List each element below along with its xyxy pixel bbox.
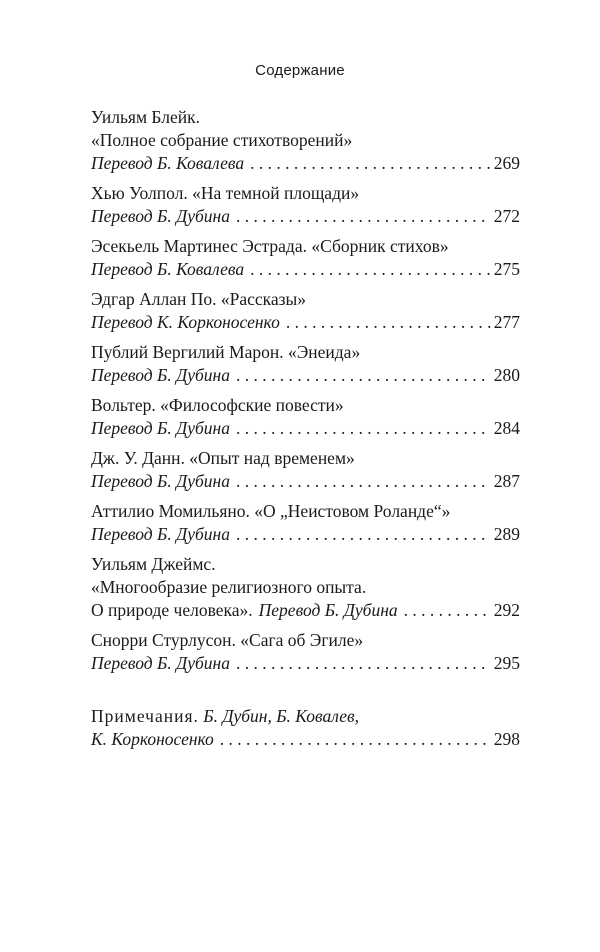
toc-entry-voltaire[interactable] xyxy=(91,394,520,440)
toc-entry-page-number: 284 xyxy=(493,418,520,438)
toc-entry-virgil[interactable] xyxy=(91,341,520,387)
dot-leader xyxy=(236,652,491,675)
toc-entry-translator: Перевод Б. Дубина xyxy=(91,418,230,438)
toc-entry-page-number: 275 xyxy=(493,259,520,279)
toc-entry-author: Уильям Блейк. xyxy=(91,107,200,127)
dot-leader xyxy=(250,152,491,175)
toc-entry-page-number: 295 xyxy=(493,653,520,673)
toc-entry-martinez-estrada[interactable] xyxy=(91,235,520,281)
toc-entry-translator: Перевод Б. Ковалева xyxy=(91,259,245,279)
toc-entry-page-number: 277 xyxy=(493,312,520,332)
toc-entry-heading: Публий Вергилий Марон. «Энеида» xyxy=(91,342,361,362)
toc-entry-heading: Хью Уолпол. «На темной площади» xyxy=(91,183,360,203)
toc-entry-heading: Эдгар Аллан По. «Рассказы» xyxy=(91,289,307,309)
dot-leader xyxy=(250,258,491,281)
toc-entry-page-number: 298 xyxy=(493,729,520,749)
toc-entry-translator-line xyxy=(91,258,520,281)
toc-entry-translator-line xyxy=(91,417,520,440)
toc-entry-notes[interactable] xyxy=(91,705,520,751)
toc-entry-heading: Снорри Стурлусон. «Сага об Эгиле» xyxy=(91,630,364,650)
toc-entry-translator-line xyxy=(91,152,520,175)
toc-entry-work: «Полное собрание стихотворений» xyxy=(91,130,353,150)
toc-entry-page-number: 280 xyxy=(493,365,520,385)
toc-entry-translator: Перевод Б. Дубина xyxy=(91,206,230,226)
toc-entry-page-number: 289 xyxy=(493,524,520,544)
toc-entry-translator-line xyxy=(91,599,520,622)
toc-entry-translator-line xyxy=(91,652,520,675)
toc-entry-sturluson[interactable] xyxy=(91,629,520,675)
toc-entry-author: Уильям Джеймс. xyxy=(91,554,216,574)
toc-entry-page-number: 269 xyxy=(493,153,520,173)
toc-entry-translator-line xyxy=(91,470,520,493)
toc-entry-james[interactable] xyxy=(91,553,520,622)
toc-notes-authors: Б. Дубин, Б. Ковалев, xyxy=(203,706,360,726)
toc-entry-walpole[interactable] xyxy=(91,182,520,228)
toc-entry-heading: Дж. У. Данн. «Опыт над временем» xyxy=(91,448,355,468)
toc-entry-translator-line xyxy=(91,364,520,387)
toc-entry-translator: Перевод Б. Дубина xyxy=(258,600,398,620)
toc-notes-first-line xyxy=(91,705,520,728)
toc-entry-poe[interactable] xyxy=(91,288,520,334)
toc-entry-translator: Перевод Б. Дубина xyxy=(91,653,230,673)
toc-entry-work-continuation: О природе человека». xyxy=(91,600,253,620)
dot-leader xyxy=(236,523,491,546)
dot-leader xyxy=(236,417,491,440)
toc-entry-heading: Вольтер. «Философские повести» xyxy=(91,395,344,415)
toc-entry-work: «Многообразие религиозного опыта. xyxy=(91,577,367,597)
toc-entry-translator-line xyxy=(91,205,520,228)
dot-leader xyxy=(220,728,491,751)
toc-entry-translator: Перевод Б. Дубина xyxy=(91,365,230,385)
dot-leader xyxy=(236,470,491,493)
dot-leader xyxy=(286,311,491,334)
table-of-contents xyxy=(91,106,520,758)
page-title: Содержание xyxy=(255,62,345,79)
toc-entry-heading: Эсекьель Мартинес Эстрада. «Сборник стихов» xyxy=(91,236,449,256)
dot-leader xyxy=(404,599,491,622)
toc-entry-translator: Перевод Б. Ковалева xyxy=(91,153,245,173)
toc-entry-page-number: 272 xyxy=(493,206,520,226)
toc-notes-authors-continued: К. Корконосенко xyxy=(91,729,214,749)
toc-entry-momigliano[interactable] xyxy=(91,500,520,546)
toc-entry-translator: Перевод К. Корконосенко xyxy=(91,312,280,332)
toc-entry-translator: Перевод Б. Дубина xyxy=(91,471,230,491)
toc-notes-label: Примечания. xyxy=(91,706,199,726)
toc-entry-dunne[interactable] xyxy=(91,447,520,493)
toc-entry-page-number: 287 xyxy=(493,471,520,491)
dot-leader xyxy=(236,205,491,228)
toc-entry-translator-line xyxy=(91,311,520,334)
toc-entry-page-number: 292 xyxy=(493,600,520,620)
toc-entry-heading: Аттилио Момильяно. «О „Неистовом Роланде“» xyxy=(91,501,451,521)
toc-entry-blake[interactable] xyxy=(91,106,520,175)
toc-entry-translator: Перевод Б. Дубина xyxy=(91,524,230,544)
toc-notes-translator-line xyxy=(91,728,520,751)
dot-leader xyxy=(236,364,491,387)
toc-entry-translator-line xyxy=(91,523,520,546)
